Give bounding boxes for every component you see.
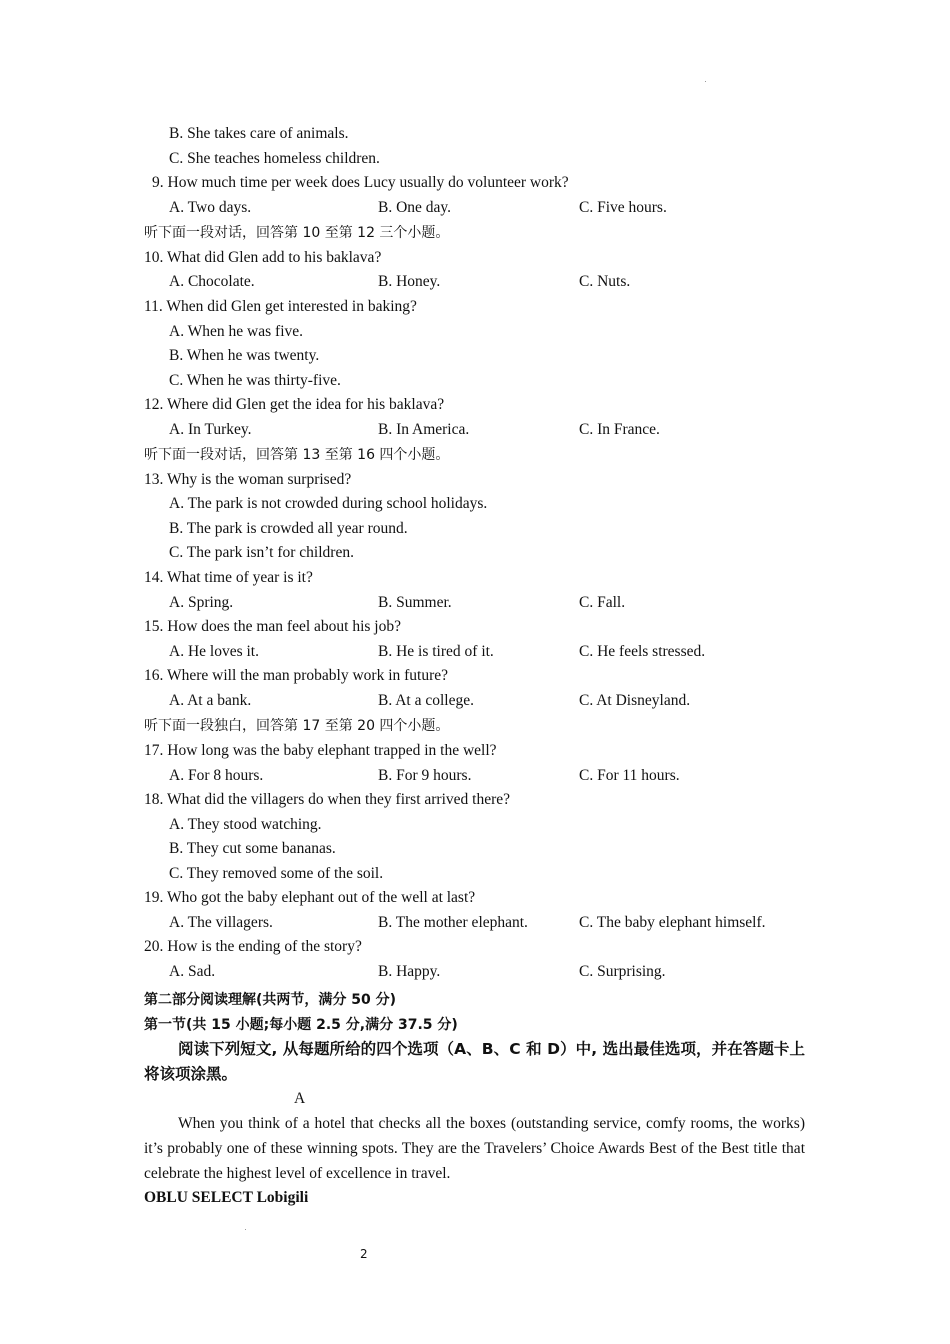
q18-option-c: C. They removed some of the soil. [169, 865, 384, 882]
q19-option-a: A. The villagers. [169, 914, 273, 931]
q13-option-c: C. The park isn’t for children. [169, 544, 354, 561]
q15-option-a: A. He loves it. [169, 643, 259, 660]
q19-option-b: B. The mother elephant. [378, 914, 528, 931]
q9-option-c: C. Five hours. [579, 199, 667, 216]
hotel-heading: OBLU SELECT Lobigili [144, 1189, 309, 1206]
q16-option-a: A. At a bank. [169, 692, 252, 709]
q9-option-a: A. Two days. [169, 199, 252, 216]
passage-label: A [294, 1090, 306, 1107]
part2-title: 第二部分阅读理解(共两节，满分 50 分) [144, 992, 397, 1008]
q20-question: 20. How is the ending of the story? [144, 938, 362, 955]
q16-option-c: C. At Disneyland. [579, 692, 691, 709]
q14-option-b: B. Summer. [378, 594, 452, 611]
q17-option-b: B. For 9 hours. [378, 767, 472, 784]
q11-option-a: A. When he was five. [169, 323, 304, 340]
q15-question: 15. How does the man feel about his job? [144, 618, 401, 635]
q20-option-c: C. Surprising. [579, 963, 666, 980]
q19-option-c: C. The baby elephant himself. [579, 914, 766, 931]
q8-option-c: C. She teaches homeless children. [169, 150, 380, 167]
q12-option-c: C. In France. [579, 421, 660, 438]
q15-option-c: C. He feels stressed. [579, 643, 706, 660]
instruction-13-16: 听下面一段对话，回答第 13 至第 16 四个小题。 [144, 447, 450, 463]
q12-option-a: A. In Turkey. [169, 421, 252, 438]
q9-option-b: B. One day. [378, 199, 452, 216]
q11-option-b: B. When he was twenty. [169, 347, 320, 364]
q18-question: 18. What did the villagers do when they first arrived there? [144, 791, 510, 808]
q9-question: 9. How much time per week does Lucy usually do volunteer work? [152, 174, 569, 191]
q14-option-c: C. Fall. [579, 594, 626, 611]
q14-option-a: A. Spring. [169, 594, 234, 611]
q18-option-a: A. They stood watching. [169, 816, 322, 833]
q11-question: 11. When did Glen get interested in baking? [144, 298, 417, 315]
q13-option-b: B. The park is crowded all year round. [169, 520, 408, 537]
q8-option-b: B. She takes care of animals. [169, 125, 349, 142]
q12-option-b: B. In America. [378, 421, 470, 438]
q19-question: 19. Who got the baby elephant out of the well at last? [144, 889, 476, 906]
q10-option-a: A. Chocolate. [169, 273, 255, 290]
q17-question: 17. How long was the baby elephant trapped in the well? [144, 742, 497, 759]
page-number: 2 [360, 1247, 368, 1261]
q10-option-c: C. Nuts. [579, 273, 631, 290]
passage-paragraph: When you think of a hotel that checks all the boxes (outstanding service, comfy rooms, the works) it’s probably one of these winning spots. They are the Travelers’ Choice Awards Best of the Best title that celebrate the highest level of excellence in travel. [144, 1115, 805, 1182]
q18-option-b: B. They cut some bananas. [169, 840, 336, 857]
section1-title: 第一节(共 15 小题;每小题 2.5 分,满分 37.5 分) [144, 1017, 458, 1033]
q17-option-c: C. For 11 hours. [579, 767, 680, 784]
q10-option-b: B. Honey. [378, 273, 441, 290]
scan-dot [705, 81, 706, 82]
instruction-10-12: 听下面一段对话，回答第 10 至第 12 三个小题。 [144, 225, 450, 241]
q20-option-b: B. Happy. [378, 963, 441, 980]
q13-question: 13. Why is the woman surprised? [144, 471, 352, 488]
q14-question: 14. What time of year is it? [144, 569, 313, 586]
instruction-17-20: 听下面一段独白，回答第 17 至第 20 四个小题。 [144, 718, 450, 734]
q10-question: 10. What did Glen add to his baklava? [144, 249, 382, 266]
section1-instruction: 阅读下列短文, 从每题所给的四个选项（A、B、C 和 D）中, 选出最佳选项，并在答题卡上将该项涂黑。 [144, 1040, 805, 1083]
scan-dot [245, 1229, 246, 1230]
q20-option-a: A. Sad. [169, 963, 216, 980]
q11-option-c: C. When he was thirty-five. [169, 372, 341, 389]
q17-option-a: A. For 8 hours. [169, 767, 264, 784]
q16-question: 16. Where will the man probably work in future? [144, 667, 449, 684]
q15-option-b: B. He is tired of it. [378, 643, 494, 660]
q12-question: 12. Where did Glen get the idea for his baklava? [144, 396, 445, 413]
q13-option-a: A. The park is not crowded during school holidays. [169, 495, 488, 512]
q16-option-b: B. At a college. [378, 692, 474, 709]
